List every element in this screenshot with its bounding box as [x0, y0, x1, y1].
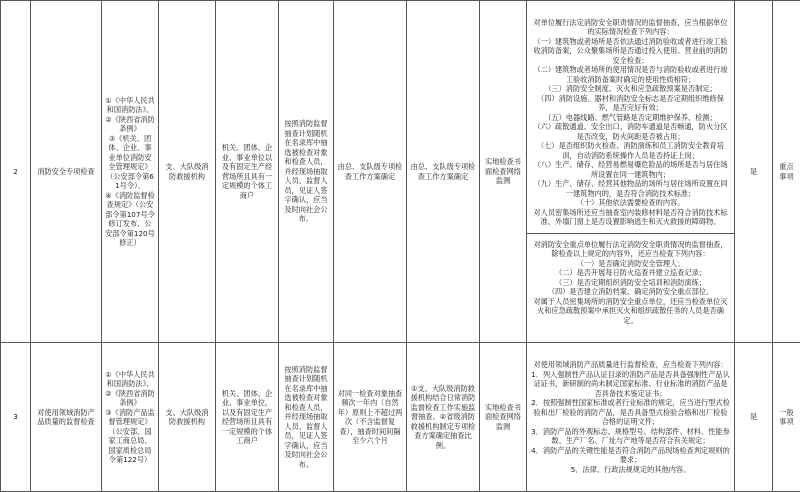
item-category: 重点事项 [773, 1, 800, 343]
content-line: 2．按照强制性国家标准或者行业标准的规定，应当进行型式检验和出厂检验的消防产品，是否具备型式检验合格和出厂检验合格的证明文件； [530, 398, 731, 427]
content-line: 对人员密集场所还应当抽查室内装修材料是否符合消防技术标准、外墙门窗上是否设置影响逃生和灭火救援的障碍物。 [530, 208, 731, 227]
inspection-target: 机关、团体、企业、事业单位以及有固定生产经营场所且具有一定规模的个体工商户 [216, 1, 279, 343]
basis-line: ①《中华人民共和国消防法》、②《陕西省消防条例》 [105, 96, 155, 134]
content-line: （四）是否建立消防档案、确定消防安全重点部位。 [530, 287, 731, 297]
content-line: （三）消防安全制度、灭火和应急疏散预案是否制定； [530, 84, 731, 94]
content-line: 3．消防产品的外观标志、规格型号、结构部件、材料、性能参数、生产厂名、厂址与产地等是否符合有关规定； [530, 427, 731, 446]
content-line: （一）建筑物或者场所是否依法通过消防验收或者进行竣工验收消防备案，公众聚集场所是否通过投入使用、营业前的消防安全检查； [530, 37, 731, 66]
content-line: 5．法律、行政法规规定的其他内容。 [530, 465, 731, 475]
sampling-ratio: 对同一检查对象抽查频次一年内（自然年）原则上不超过两次（不含监督复查），抽查时间间隔至少六个月 [334, 343, 407, 492]
content-block [530, 360, 731, 474]
item-name: 消防安全专项检查 [31, 1, 102, 343]
legal-basis [102, 1, 159, 343]
content-line: （七）是否组织防火检查、消防演练和员工消防安全教育培训，自动消防系统操作人员是否持证上岗； [530, 141, 731, 160]
content-line: 对使用领域消防产品质量进行监督检查，应当检查下列内容： [530, 360, 731, 370]
inspection-way: 实地检查书面检查网络监测 [480, 343, 527, 492]
content-line: 对消防安全重点单位履行法定消防安全职责情况的监督抽查，除检查以上规定的内容外，还应当检查下列内容： [530, 240, 731, 259]
content-line: （四）消防设施、器材和消防安全标志是否定期组织维修保养，是否完好有效； [530, 94, 731, 113]
content-line: （五）电器线路、燃气管路是否定期维护保养、检测； [530, 113, 731, 123]
content-line: 对单位履行法定消防安全职责情况的监督抽查，应当根据单位的实际情况检查下列内容： [530, 18, 731, 37]
selection-method: 按照消防监督抽查计划随机在名录库中抽选被检查对象和检查人员，并经现场抽取人员、监督人员，见证人签字确认，应当及时向社会公布。 [279, 343, 334, 492]
content-line: （二）是否开展每日防火巡查并建立巡查记录； [530, 268, 731, 278]
selection-method: 按照消防监督抽查计划随机在名录库中抽选被检查对象和检查人员，并经现场抽取人员、监督人员，见证人签字确认，应当及时向社会公布。 [279, 1, 334, 343]
inspection-frequency: ①支、大队级消防救援机构结合日常消防监督检查工作实施监督抽查。②省级消防救援机构制定专项检查方案确定抽查比例。 [407, 343, 480, 492]
inspecting-department: 支、大队级消防救援机构 [159, 1, 216, 343]
inspection-content [527, 343, 735, 492]
basis-line: ①《中华人民共和国消防法》、②《陕西省消防条例》 [105, 370, 155, 408]
inspecting-department: 支、大队级消防救援机构 [159, 343, 216, 492]
content-line: （六）疏散通道、安全出口、消防车通道是否畅通，防火分区是否改变，防火间距是否被占用； [530, 122, 731, 141]
inspection-target: 机关、团体、企业、事业单位，以及有固定生产经营场所且具有一定规模的个体工商户 [216, 343, 279, 492]
table-row [1, 343, 800, 492]
basis-line: ③《消防产品监督管理规定》（公安部、国家工商总局、国家质检总局令第122号） [105, 408, 155, 465]
content-block [527, 233, 734, 326]
item-name: 对使用领域消防产品质量的监督检查 [31, 343, 102, 492]
content-line: （十）其他依法需要检查的内容。 [530, 198, 731, 208]
inspection-content [527, 1, 735, 343]
item-category: 一般事项 [773, 343, 800, 492]
random-flag: 是 [735, 1, 773, 343]
content-line: （二）建筑物或者场所的使用情况是否与消防验收或者进行竣工验收消防备案时确定的使用性质相符； [530, 65, 731, 84]
content-line: 1．列入强制性产品认证目录的消防产品是否具备强制性产品认证证书，新研制的尚未制定国家标准、行业标准的消防产品是否具备技术鉴定证书； [530, 370, 731, 399]
sampling-ratio: 由总、支队级专项检查工作方案确定 [334, 1, 407, 343]
content-line: （三）是否定期组织消防安全培训和消防演练； [530, 278, 731, 288]
basis-line: ④《消防监督检查规定》（公安部令第107号令修订发布、公安部令第120号修正） [105, 191, 155, 248]
row-number: 2 [1, 1, 31, 343]
row-number: 3 [1, 343, 31, 492]
random-flag: 是 [735, 343, 773, 492]
table-row [1, 1, 800, 343]
content-line: （一）是否确定消防安全管理人； [530, 259, 731, 269]
legal-basis [102, 343, 159, 492]
content-block [530, 18, 731, 227]
content-line: （八）生产、储存、经营易燃易爆危险品的场所是否与居住场所设置在同一建筑物内； [530, 160, 731, 179]
content-line: 对属于人员密集场所的消防安全重点单位，还应当检查单位灭火和应急疏散预案中承担灭火和组织疏散任务的人员是否确定。 [530, 297, 731, 326]
inspection-frequency: 由总、支队级专项检查工作方案确定 [407, 1, 480, 343]
content-line: 4．消防产品的关键性能是否符合消防产品现场检查判定规则的要求； [530, 446, 731, 465]
inspection-way: 实地检查书面检查网络监测 [480, 1, 527, 343]
content-line: （九）生产、储存、经营其他物品的场所与居住场所设置在同一建筑物内的，是否符合消防技术标准； [530, 179, 731, 198]
basis-line: ③《机关、团体、企业、事业单位消防安全管理规定》（公安部令第61号令）、 [105, 134, 155, 191]
